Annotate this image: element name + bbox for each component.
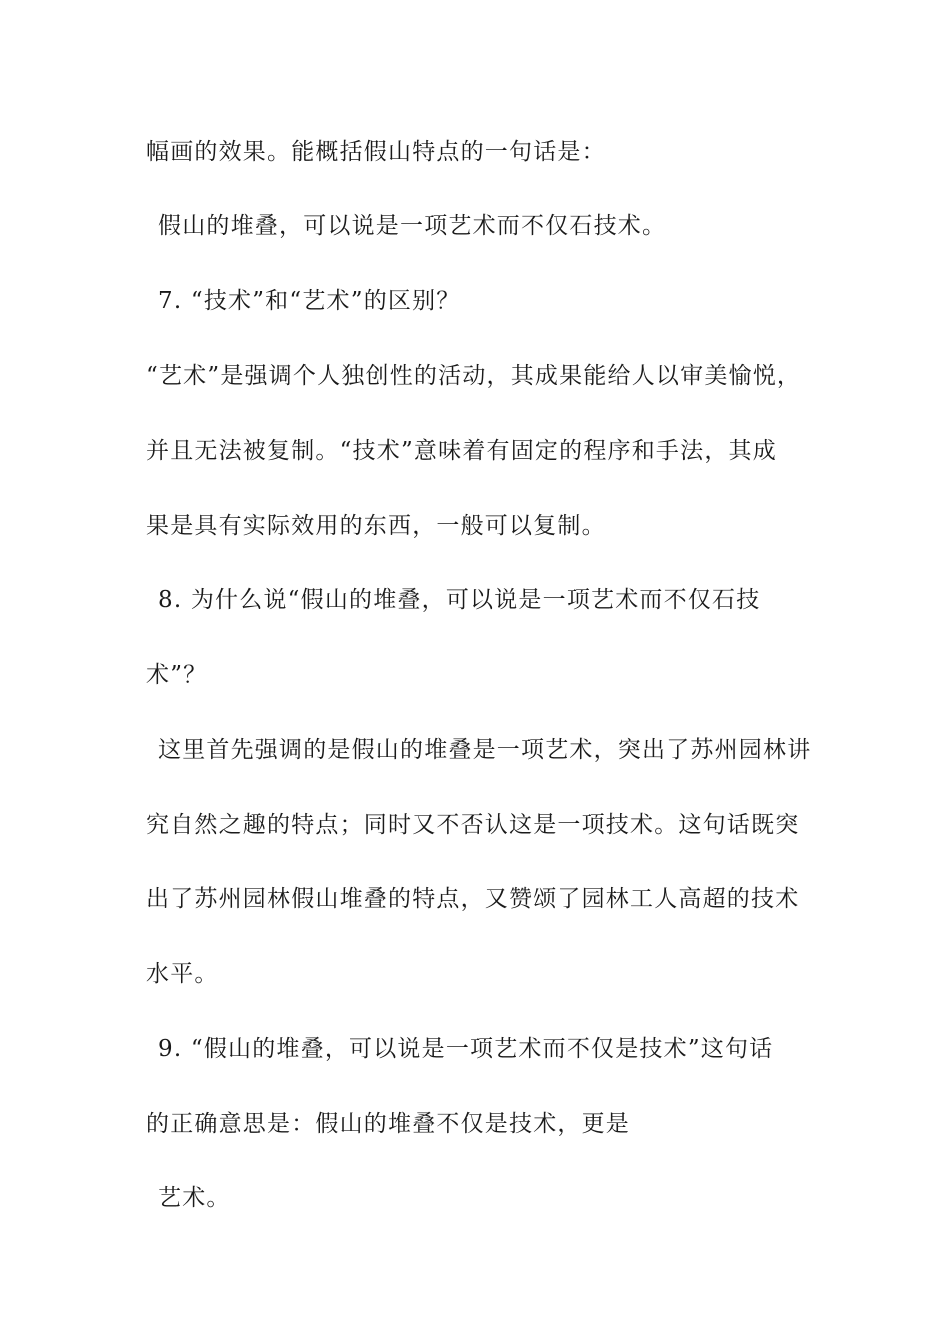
question-8-line-1: 8. 为什么说“假山的堆叠，可以说是一项艺术而不仅石技: [158, 587, 761, 613]
question-8-line-2: 术”？: [146, 662, 208, 688]
text-line-1: 幅画的效果。能概括假山特点的一句话是：: [146, 139, 606, 165]
question-9-line-1: 9. “假山的堆叠，可以说是一项艺术而不仅是技术”这句话: [158, 1036, 774, 1062]
answer-8-line-4: 水平。: [146, 961, 219, 987]
answer-9-line-1: 艺术。: [158, 1185, 231, 1211]
question-9-line-2: 的正确意思是：假山的堆叠不仅是技术，更是: [146, 1111, 630, 1137]
answer-7-line-3: 果是具有实际效用的东西，一般可以复制。: [146, 513, 606, 539]
answer-line-1: 假山的堆叠，可以说是一项艺术而不仅石技术。: [158, 213, 667, 239]
question-7: 7. “技术”和“艺术”的区别？: [158, 288, 461, 314]
answer-7-line-1: “艺术”是强调个人独创性的活动，其成果能给人以审美愉悦，: [146, 363, 802, 389]
answer-8-line-1: 这里首先强调的是假山的堆叠是一项艺术，突出了苏州园林讲: [158, 737, 812, 763]
answer-7-line-2: 并且无法被复制。“技术”意味着有固定的程序和手法，其成: [146, 438, 777, 464]
answer-8-line-3: 出了苏州园林假山堆叠的特点，又赞颂了园林工人高超的技术: [146, 886, 800, 912]
answer-8-line-2: 究自然之趣的特点；同时又不否认这是一项技术。这句话既突: [146, 812, 800, 838]
